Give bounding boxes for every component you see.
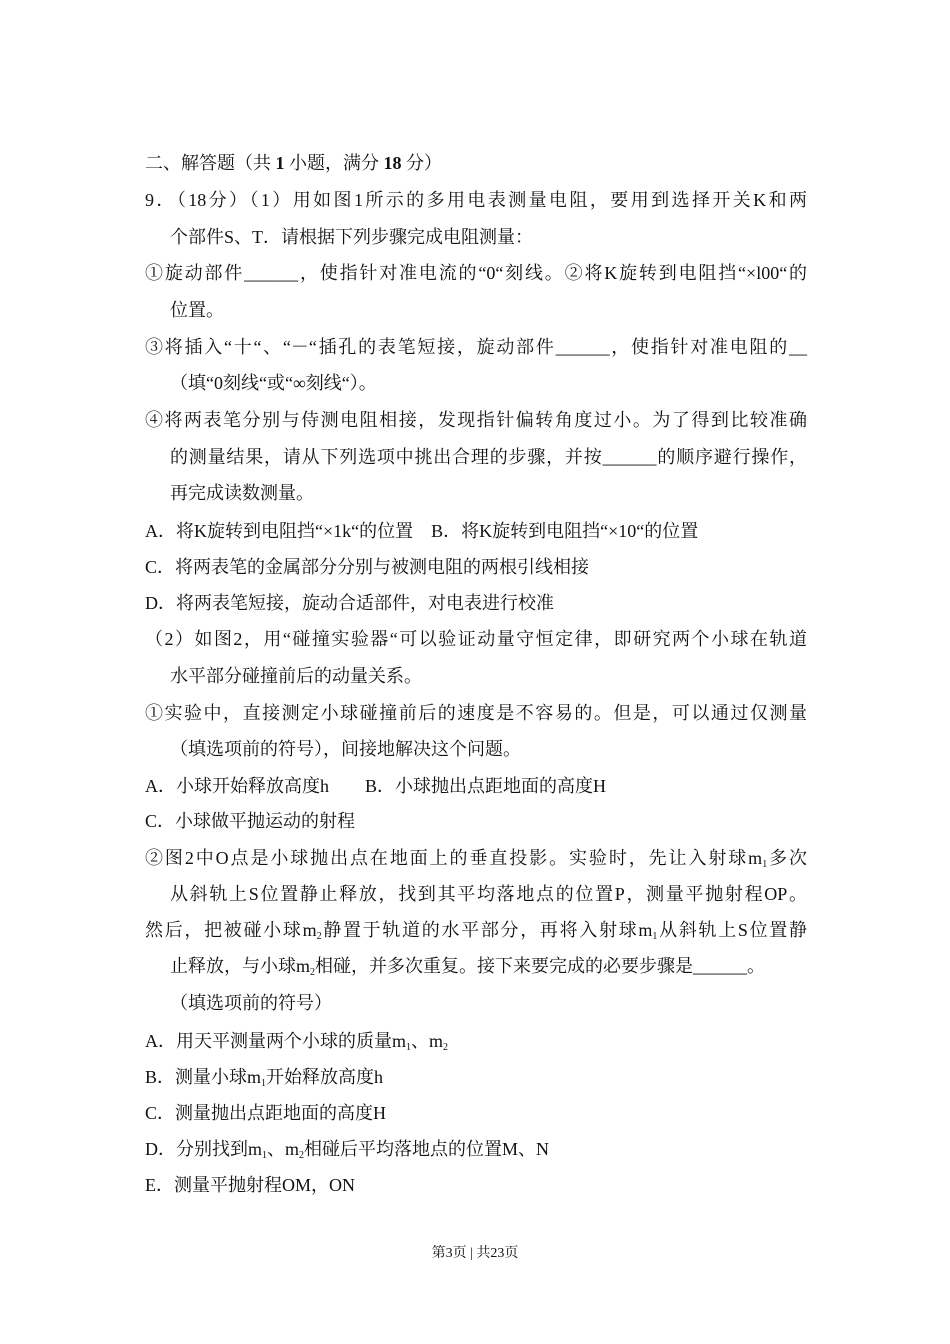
text-segment: D．将两表笔短接，旋动合适部件，对电表进行校准 <box>145 593 554 613</box>
text-segment: 然后，把被碰小球m <box>145 920 317 940</box>
text-segment: 1 <box>652 931 658 942</box>
text-segment: 分） <box>401 153 442 173</box>
text-segment: 水平部分碰撞前后的动量关系。 <box>170 666 422 686</box>
text-segment: 个部件S、T．请根据下列步骤完成电阻测量： <box>170 227 534 247</box>
text-line <box>145 519 698 543</box>
text-segment: （2）如图2，用“碰撞实验器“可以验证动量守恒定律，即研究两个小球在轨道 <box>145 629 807 649</box>
text-segment: 止释放，与小球m <box>170 956 311 976</box>
text-segment: 静置于轨道的水平部分，再将入射球m <box>321 920 653 940</box>
text-segment: 1 <box>406 1042 411 1053</box>
text-segment: 18 <box>383 153 402 173</box>
text-segment: C．小球做平抛运动的射程 <box>145 811 356 831</box>
page-footer: 第3页 | 共23页 <box>431 1246 519 1261</box>
text-line <box>145 701 807 725</box>
text-segment: 位置。 <box>170 300 224 320</box>
text-segment: 从斜轨上S位置静止释放，找到其平均落地点的位置P，测量平抛射程OP。 <box>170 884 807 904</box>
text-segment: （填选项前的符号） <box>170 993 332 1013</box>
text-segment: 的顺序避行操作， <box>656 447 807 467</box>
text-segment: ①旋动部件 <box>145 263 245 283</box>
text-segment: ，使指针对准电阻的 <box>609 337 789 357</box>
text-segment: 1 <box>261 1078 267 1089</box>
text-line <box>170 991 332 1015</box>
text-segment: 、m <box>411 1031 444 1051</box>
text-line <box>145 1101 386 1125</box>
text-segment: A．小球开始释放高度h B．小球抛出点距地面的高度H <box>145 776 607 796</box>
text-segment: 1 <box>275 153 285 173</box>
text-line <box>170 445 807 469</box>
text-line <box>145 591 554 615</box>
text-line <box>170 664 422 688</box>
text-segment: ②图2中O点是小球抛出点在地面上的垂直投影。实验时，先让入射球m <box>145 848 763 868</box>
answer-blank: __ <box>789 337 807 357</box>
text-segment: 小题，满分 <box>284 153 384 173</box>
text-line <box>145 627 807 651</box>
text-line <box>145 846 807 870</box>
text-line <box>145 408 807 432</box>
text-line <box>170 298 224 322</box>
text-segment: E．测量平抛射程OM，ON <box>145 1175 355 1195</box>
text-line <box>145 809 355 833</box>
text-segment: A．用天平测量两个小球的质量m <box>145 1031 406 1051</box>
text-segment: A．将K旋转到电阻挡“×1k“的位置 B．将K旋转到电阻挡“×10“的位置 <box>145 521 699 541</box>
answer-blank: ______ <box>693 956 748 976</box>
text-segment: 的测量结果，请从下列选项中挑出合理的步骤，并按 <box>170 447 603 467</box>
text-segment: B．测量小球m <box>145 1067 262 1087</box>
text-line <box>170 954 765 978</box>
text-line <box>145 774 606 798</box>
text-line <box>145 261 807 285</box>
text-segment: 开始释放高度h <box>266 1067 384 1087</box>
text-line <box>145 918 807 942</box>
answer-blank: ______ <box>555 337 610 357</box>
text-line <box>170 371 377 395</box>
text-line <box>170 737 521 761</box>
text-line <box>145 1173 355 1197</box>
answer-blank: ______ <box>244 263 299 283</box>
text-line <box>145 335 807 359</box>
text-segment: D．分别找到m <box>145 1139 262 1159</box>
text-segment: ，使指针对准电流的“0“刻线。②将K旋转到电阻挡“×l00“的 <box>298 263 808 283</box>
text-line <box>170 225 533 249</box>
text-segment: 2 <box>310 967 316 978</box>
text-segment: 再完成读数测量。 <box>170 483 314 503</box>
text-segment: ④将两表笔分别与侍测电阻相接，发现指针偏转角度过小。为了得到比较准确 <box>145 410 807 430</box>
text-line <box>145 555 589 579</box>
text-line <box>170 882 807 906</box>
text-segment: 2 <box>443 1042 449 1053</box>
text-line <box>145 1029 448 1053</box>
text-segment: 2 <box>299 1150 305 1161</box>
text-segment: 二、解答题（共 <box>145 153 276 173</box>
text-segment: 1 <box>262 1150 267 1161</box>
text-line <box>145 1065 383 1089</box>
text-segment: C．将两表笔的金属部分分别与被测电阻的两根引线相接 <box>145 557 590 577</box>
text-line <box>145 151 442 175</box>
text-segment: C．测量抛出点距地面的高度H <box>145 1103 387 1123</box>
text-line <box>145 188 807 212</box>
text-segment: 相碰，并多次重复。接下来要完成的必要步骤是 <box>315 956 694 976</box>
text-segment: 多次 <box>767 848 808 868</box>
text-segment: 1 <box>762 859 768 870</box>
text-segment: ①实验中，直接测定小球碰撞前后的速度是不容易的。但是，可以通过仅测量 <box>145 703 807 723</box>
text-segment: 。 <box>747 956 766 976</box>
text-segment: 9．（18分）（1）用如图1所示的多用电表测量电阻，要用到选择开关K和两 <box>145 190 807 210</box>
text-segment: 、m <box>267 1139 300 1159</box>
answer-blank: ______ <box>602 447 657 467</box>
text-line <box>170 481 314 505</box>
text-segment: 从斜轨上S位置静 <box>657 920 808 940</box>
text-segment: 2 <box>316 931 322 942</box>
text-line <box>145 1137 549 1161</box>
text-segment: ③将插入“十“、“－“插孔的表笔短接，旋动部件 <box>145 337 556 357</box>
text-segment: （填“0刻线“或“∞刻线“）。 <box>170 373 377 393</box>
text-segment: （填选项前的符号），间接地解决这个问题。 <box>170 739 521 759</box>
text-segment: 相碰后平均落地点的位置M、N <box>304 1139 550 1159</box>
